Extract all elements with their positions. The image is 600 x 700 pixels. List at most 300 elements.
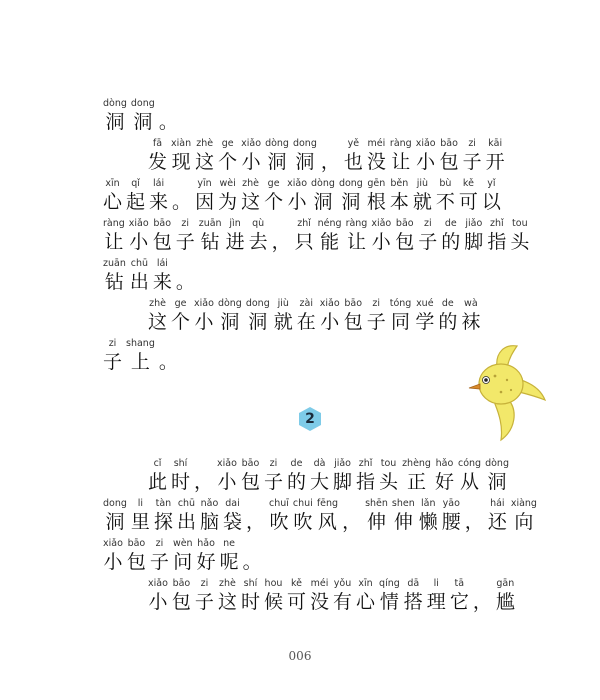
hanzi: 小 — [194, 311, 214, 333]
pinyin: de — [441, 298, 454, 309]
character-unit — [333, 458, 352, 494]
hanzi: 包 — [240, 471, 260, 493]
hanzi: 时 — [240, 591, 260, 613]
pinyin: zhèng — [402, 458, 431, 469]
pinyin: gēn — [367, 178, 386, 189]
hanzi: 子 — [175, 231, 195, 253]
character-unit — [131, 98, 155, 134]
character-unit — [441, 218, 460, 254]
character-unit — [154, 498, 173, 534]
pinyin: bāo — [127, 538, 146, 549]
pinyin: zuān — [103, 258, 126, 269]
pinyin: xué — [416, 298, 434, 309]
text-line — [148, 578, 519, 614]
character-unit — [103, 178, 122, 214]
hanzi: 这 — [195, 151, 215, 173]
pinyin: yě — [347, 138, 360, 149]
pinyin: xiǎo — [194, 298, 214, 309]
pinyin: zhè — [242, 178, 260, 189]
hanzi: 问 — [173, 551, 193, 573]
character-unit — [171, 458, 190, 494]
hanzi: 心 — [103, 191, 123, 213]
character-unit — [395, 218, 414, 254]
character-unit — [321, 138, 340, 174]
character-unit — [264, 178, 283, 214]
pinyin: lǎn — [421, 498, 436, 509]
pinyin: de — [290, 458, 303, 469]
character-unit — [438, 298, 457, 334]
bird-illustration-icon — [455, 340, 547, 445]
pinyin: fā — [152, 138, 163, 149]
character-unit — [402, 458, 431, 494]
hanzi: 小 — [103, 551, 123, 573]
hanzi: 为 — [218, 191, 238, 213]
hanzi: 的 — [441, 231, 461, 253]
hanzi: 的 — [286, 471, 306, 493]
character-unit — [461, 298, 480, 334]
character-unit — [176, 218, 195, 254]
character-unit — [127, 538, 146, 574]
hanzi: 。 — [242, 551, 262, 573]
character-unit — [418, 218, 437, 254]
hanzi: 懒 — [418, 511, 438, 533]
hanzi: 这 — [148, 311, 168, 333]
text-line — [103, 98, 182, 134]
pinyin: zi — [181, 218, 190, 229]
character-unit — [293, 138, 317, 174]
character-unit — [487, 218, 506, 254]
hanzi: 脑 — [199, 511, 219, 533]
hanzi: 向 — [514, 511, 534, 533]
character-unit — [367, 298, 386, 334]
hanzi: 包 — [171, 591, 191, 613]
character-unit — [356, 458, 375, 494]
pinyin: jiǎo — [334, 458, 351, 469]
hanzi: 可 — [286, 591, 306, 613]
hanzi: ， — [245, 511, 265, 533]
hanzi: 洞 — [341, 191, 361, 213]
character-unit — [226, 218, 245, 254]
pinyin: kě — [290, 578, 302, 589]
hanzi: 能 — [320, 231, 340, 253]
character-unit — [265, 138, 289, 174]
pinyin: zi — [155, 538, 164, 549]
hanzi: 小 — [217, 471, 237, 493]
character-unit — [150, 538, 169, 574]
character-unit — [311, 178, 335, 214]
hanzi: 指 — [487, 231, 507, 253]
pinyin: hǎo — [197, 538, 215, 549]
character-unit — [148, 578, 168, 614]
character-unit — [459, 178, 478, 214]
character-unit — [246, 298, 270, 334]
hanzi: 可 — [458, 191, 478, 213]
character-unit — [264, 578, 283, 614]
pinyin: ràng — [345, 218, 368, 229]
hanzi: 因 — [195, 191, 215, 213]
pinyin: dòng — [485, 458, 509, 469]
text-line — [148, 298, 484, 334]
character-unit — [148, 298, 167, 334]
pinyin: zhǐ — [358, 458, 373, 469]
hanzi: 子 — [462, 151, 482, 173]
pinyin: chui — [292, 498, 313, 509]
hanzi: 小 — [416, 151, 436, 173]
hanzi: 理 — [426, 591, 446, 613]
hanzi: 从 — [460, 471, 480, 493]
character-unit — [342, 498, 361, 534]
character-unit — [159, 98, 178, 134]
hanzi: 子 — [149, 551, 169, 573]
character-unit — [103, 218, 125, 254]
pinyin: xiǎo — [371, 218, 392, 229]
pinyin: dong — [245, 298, 270, 309]
pinyin: xiǎo — [128, 218, 149, 229]
character-unit — [103, 338, 122, 374]
pinyin: xīn — [358, 578, 373, 589]
hanzi: 。 — [175, 271, 195, 293]
hanzi: 上 — [130, 351, 150, 373]
hanzi: 让 — [346, 231, 366, 253]
character-unit — [197, 538, 216, 574]
hanzi: ， — [464, 511, 484, 533]
pinyin: dòng — [311, 178, 335, 189]
pinyin: li — [433, 578, 439, 589]
hanzi: 来 — [149, 191, 169, 213]
hanzi: 里 — [130, 511, 150, 533]
hanzi: 同 — [391, 311, 411, 333]
pinyin: xiǎo — [415, 138, 436, 149]
hanzi: 小 — [371, 231, 391, 253]
character-unit — [339, 178, 363, 214]
character-unit — [218, 298, 242, 334]
character-unit — [272, 218, 291, 254]
pinyin: shí — [173, 458, 188, 469]
character-unit — [465, 498, 484, 534]
character-unit — [176, 258, 195, 294]
character-unit — [171, 138, 191, 174]
hanzi: 钻 — [104, 271, 124, 293]
hanzi: 洞 — [105, 511, 125, 533]
hanzi: 子 — [366, 311, 386, 333]
character-unit — [320, 298, 340, 334]
hanzi: 指 — [356, 471, 376, 493]
hanzi: 有 — [333, 591, 353, 613]
character-unit — [379, 578, 400, 614]
hanzi: 小 — [320, 311, 340, 333]
text-line — [103, 218, 533, 254]
character-unit — [149, 178, 168, 214]
hanzi: 让 — [391, 151, 411, 173]
character-unit — [218, 138, 237, 174]
character-unit — [177, 498, 196, 534]
pinyin: chū — [177, 498, 196, 509]
character-unit — [218, 578, 237, 614]
character-unit — [126, 178, 145, 214]
hanzi: 吹 — [293, 511, 313, 533]
character-unit — [103, 538, 123, 574]
pinyin: dà — [313, 458, 326, 469]
pinyin: jiù — [416, 178, 429, 189]
hanzi: 腰 — [441, 511, 461, 533]
hanzi: 脚 — [333, 471, 353, 493]
hanzi: 伸 — [366, 511, 386, 533]
character-unit — [264, 458, 283, 494]
hanzi: 候 — [263, 591, 283, 613]
character-unit — [419, 498, 438, 534]
character-unit — [243, 538, 262, 574]
pinyin: tou — [512, 218, 528, 229]
pinyin: de — [444, 218, 457, 229]
pinyin: jiǎo — [465, 218, 483, 229]
character-unit — [390, 298, 412, 334]
hanzi: 洞 — [295, 151, 315, 173]
hanzi: 发 — [148, 151, 168, 173]
pinyin: ge — [267, 178, 280, 189]
character-unit — [488, 498, 507, 534]
hanzi: 也 — [343, 151, 363, 173]
text-line — [148, 138, 509, 174]
character-unit — [416, 138, 436, 174]
pinyin: qíng — [379, 578, 400, 589]
hanzi: 探 — [153, 511, 173, 533]
hanzi: ， — [194, 471, 214, 493]
character-unit — [413, 178, 432, 214]
hanzi: 开 — [485, 151, 505, 173]
character-unit — [496, 578, 515, 614]
pinyin: kě — [462, 178, 474, 189]
hanzi: 的 — [438, 311, 458, 333]
pinyin: dong — [338, 178, 363, 189]
character-unit — [153, 258, 172, 294]
pinyin: zuān — [198, 218, 222, 229]
hanzi: 袋 — [222, 511, 242, 533]
pinyin: tou — [380, 458, 397, 469]
character-unit — [379, 458, 398, 494]
character-unit — [510, 218, 529, 254]
text-line — [103, 338, 182, 374]
hanzi: 起 — [126, 191, 146, 213]
pinyin: jiù — [277, 298, 289, 309]
pinyin: zi — [108, 338, 117, 349]
hanzi: 包 — [152, 231, 172, 253]
character-unit — [356, 578, 375, 614]
pinyin: yīn — [197, 178, 212, 189]
pinyin: xiǎo — [148, 578, 168, 589]
pinyin: xiǎo — [217, 458, 237, 469]
hanzi: 学 — [415, 311, 435, 333]
pinyin: zhǐ — [297, 218, 311, 229]
hanzi: 情 — [379, 591, 399, 613]
hanzi: ， — [320, 151, 340, 173]
character-unit — [450, 578, 469, 614]
pinyin: dā — [407, 578, 420, 589]
character-unit — [218, 178, 237, 214]
pinyin: dòng — [265, 138, 289, 149]
pinyin: chuī — [269, 498, 289, 509]
pinyin: zi — [372, 298, 381, 309]
text-line — [103, 498, 541, 534]
hanzi: 伸 — [393, 511, 413, 533]
pinyin: qǐ — [131, 178, 140, 189]
pinyin: zi — [423, 218, 432, 229]
hanzi: 出 — [176, 511, 196, 533]
character-unit — [371, 218, 391, 254]
pinyin: bāo — [395, 218, 414, 229]
character-unit — [199, 218, 222, 254]
hanzi: 小 — [241, 151, 261, 173]
hanzi: 就 — [273, 311, 293, 333]
pinyin: cóng — [457, 458, 482, 469]
hanzi: 脚 — [464, 231, 484, 253]
hanzi: 出 — [129, 271, 149, 293]
pinyin: shen — [391, 498, 415, 509]
character-unit — [367, 138, 386, 174]
character-unit — [333, 578, 352, 614]
pinyin: wà — [464, 298, 478, 309]
character-unit — [482, 178, 501, 214]
hanzi: 只 — [294, 231, 314, 253]
character-unit — [436, 178, 455, 214]
hanzi: 小 — [129, 231, 149, 253]
pinyin: shang — [126, 338, 155, 349]
character-unit — [241, 178, 260, 214]
pinyin: qù — [252, 218, 265, 229]
character-unit — [390, 138, 412, 174]
character-unit — [131, 498, 150, 534]
pinyin: néng — [317, 218, 342, 229]
character-unit — [217, 458, 237, 494]
hanzi: 个 — [171, 311, 191, 333]
hanzi: 还 — [487, 511, 507, 533]
character-unit — [126, 338, 155, 374]
character-unit — [241, 458, 260, 494]
hanzi: 它 — [449, 591, 469, 613]
pinyin: xiàng — [510, 498, 537, 509]
hanzi: 不 — [435, 191, 455, 213]
character-unit — [148, 138, 167, 174]
hanzi: 好 — [434, 471, 454, 493]
character-unit — [344, 138, 363, 174]
character-unit — [274, 298, 293, 334]
hanzi: 这 — [217, 591, 237, 613]
pinyin: xiǎo — [287, 178, 308, 189]
hanzi: 洞 — [105, 111, 125, 133]
character-unit — [220, 538, 239, 574]
pinyin: zhè — [219, 578, 236, 589]
hanzi: 包 — [343, 311, 363, 333]
pinyin: hǎo — [435, 458, 454, 469]
pinyin: lái — [152, 178, 165, 189]
pinyin: ràng — [103, 218, 125, 229]
hanzi: 头 — [510, 231, 530, 253]
hanzi: 这 — [241, 191, 261, 213]
character-unit — [171, 298, 190, 334]
hanzi: 子 — [103, 351, 123, 373]
hanzi: 钻 — [200, 231, 220, 253]
hanzi: 此 — [148, 471, 168, 493]
pinyin: jìn — [229, 218, 241, 229]
pinyin: dòng — [103, 98, 127, 109]
character-unit — [103, 98, 127, 134]
hanzi: 洞 — [133, 111, 153, 133]
pinyin: ne — [223, 538, 236, 549]
character-unit — [195, 178, 214, 214]
pinyin: bāo — [172, 578, 191, 589]
hanzi: 包 — [126, 551, 146, 573]
hanzi: 尴 — [495, 591, 515, 613]
character-unit — [195, 578, 214, 614]
hanzi: 个 — [264, 191, 284, 213]
pinyin: zi — [200, 578, 209, 589]
pinyin: gān — [496, 578, 515, 589]
pinyin: xiǎo — [241, 138, 262, 149]
character-unit — [173, 538, 193, 574]
character-unit — [194, 458, 213, 494]
hanzi: 。 — [158, 111, 178, 133]
character-unit — [344, 298, 363, 334]
character-unit — [241, 138, 261, 174]
pinyin: xiǎo — [319, 298, 340, 309]
pinyin: ràng — [389, 138, 412, 149]
character-unit — [241, 578, 260, 614]
hanzi: 子 — [418, 231, 438, 253]
character-unit — [435, 458, 454, 494]
hanzi: 来 — [152, 271, 172, 293]
pinyin: yāo — [442, 498, 460, 509]
pinyin: kāi — [488, 138, 503, 149]
character-unit — [458, 458, 481, 494]
hanzi: 洞 — [248, 311, 268, 333]
character-unit — [195, 138, 214, 174]
hanzi: 进 — [225, 231, 245, 253]
pinyin: xīn — [105, 178, 120, 189]
character-unit — [511, 498, 537, 534]
hanzi: 小 — [287, 191, 307, 213]
character-unit — [159, 338, 178, 374]
hanzi: 洞 — [487, 471, 507, 493]
pinyin: zhè — [196, 138, 214, 149]
pinyin: bù — [439, 178, 452, 189]
character-unit — [295, 218, 314, 254]
hanzi: 吹 — [269, 511, 289, 533]
pinyin: dong — [292, 138, 317, 149]
character-unit — [392, 498, 415, 534]
pinyin: tàn — [155, 498, 172, 509]
pinyin: zài — [299, 298, 313, 309]
hanzi: 风 — [317, 511, 337, 533]
pinyin: chū — [130, 258, 148, 269]
character-unit — [404, 578, 423, 614]
pinyin: zhè — [149, 298, 166, 309]
character-unit — [129, 218, 149, 254]
hanzi: 小 — [148, 591, 168, 613]
pinyin: bāo — [153, 218, 172, 229]
pinyin: ge — [221, 138, 234, 149]
character-unit — [287, 458, 306, 494]
text-line — [103, 178, 505, 214]
character-unit — [390, 178, 409, 214]
pinyin: yǒu — [333, 578, 352, 589]
character-unit — [440, 138, 459, 174]
hanzi: 包 — [439, 151, 459, 173]
character-unit — [223, 498, 242, 534]
character-unit — [246, 498, 265, 534]
hanzi: 大 — [310, 471, 330, 493]
pinyin: hou — [264, 578, 283, 589]
hanzi: 时 — [171, 471, 191, 493]
character-unit — [200, 498, 219, 534]
